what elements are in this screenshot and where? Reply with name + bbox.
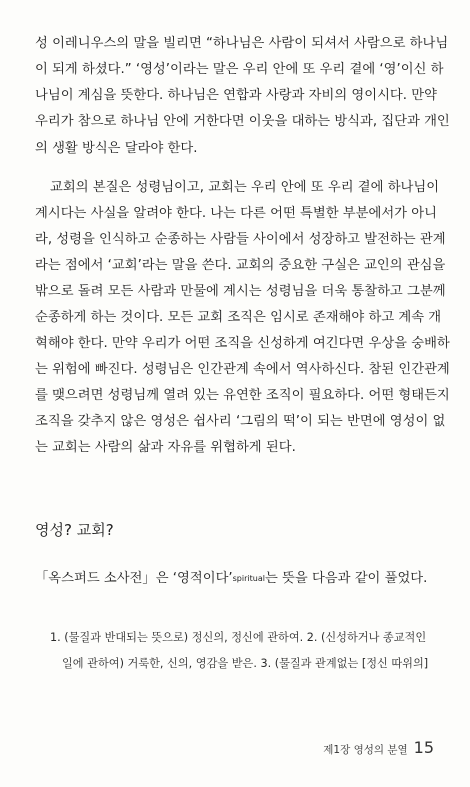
paragraph-1-line-2: 이 되게 하셨다.” ‘영성’이라는 말은 우리 안에 또 우리 곁에 ‘영’이신 하 bbox=[35, 62, 444, 77]
page-footer bbox=[323, 738, 434, 757]
paragraph-2-line-5: 밖으로 돌려 모든 사람과 만물에 계시는 성령님을 더욱 통찰하고 그분께 bbox=[35, 284, 446, 299]
paragraph-2-line-1: 교회의 본질은 성령님이고, 교회는 우리 안에 또 우리 곁에 하나님이 bbox=[50, 180, 440, 195]
paragraph-2-line-8: 는 위험에 빠진다. 성령님은 인간관계 속에서 역사하신다. 참된 인간관계 bbox=[35, 362, 450, 377]
paragraph-2-line-11: 는 교회는 사람의 삶과 자유를 위협하게 된다. bbox=[35, 440, 296, 455]
source-line-before: 「옥스퍼드 소사전」은 ‘영적이다’ bbox=[35, 571, 233, 586]
chapter-title: 제1장 영성의 분열 bbox=[323, 744, 408, 756]
source-line-after: 는 뜻을 다음과 같이 풀었다. bbox=[264, 571, 428, 586]
paragraph-2-line-2: 계시다는 사실을 알려야 한다. 나는 다른 어떤 특별한 부분에서가 아니 bbox=[35, 206, 437, 221]
paragraph-2-line-9: 를 맺으려면 성령님께 열려 있는 유연한 조직이 필요하다. 어떤 형태든지 bbox=[35, 388, 450, 403]
paragraph-1-line-3: 나님이 계심을 뜻한다. 하나님은 연합과 사랑과 자비의 영이시다. 만약 bbox=[35, 88, 437, 103]
paragraph-2-line-4: 라는 점에서 ‘교회’라는 말을 쓴다. 교회의 중요한 구실은 교인의 관심을 bbox=[35, 258, 446, 273]
paragraph-2-line-6: 순종하게 하는 것이다. 모든 교회 조직은 임시로 존재해야 하고 계속 개 bbox=[35, 310, 442, 325]
definition-line-1: 1. (물질과 반대되는 뜻으로) 정신의, 정신에 관하여. 2. (신성하거나 종교적인 bbox=[50, 631, 427, 644]
paragraph-1-line-1: 성 이레니우스의 말을 빌리면 “하나님은 사람이 되셔서 사람으로 하나님 bbox=[35, 36, 449, 51]
paragraph-2-line-7: 혁해야 한다. 만약 우리가 어떤 조직을 신성하게 여긴다면 우상을 숭배하 bbox=[35, 336, 450, 351]
paragraph-2-line-3: 라, 성령을 인식하고 순종하는 사람들 사이에서 성장하고 발전하는 관계 bbox=[35, 232, 446, 247]
dictionary-source-line bbox=[35, 570, 435, 588]
page-number: 15 bbox=[413, 738, 434, 757]
paragraph-1-line-4: 우리가 참으로 하나님 안에 거한다면 이웃을 대하는 방식과, 집단과 개인 bbox=[35, 114, 450, 129]
paragraph-1-line-5: 의 생활 방식은 달라야 한다. bbox=[35, 141, 198, 156]
definition-line-2: 일에 관하여) 거룩한, 신의, 영감을 받은. 3. (물질과 관계없는 [정신 따위의] bbox=[62, 657, 429, 670]
source-line-english-term: spiritual bbox=[232, 574, 265, 583]
section-heading: 영성? 교회? bbox=[35, 521, 114, 539]
paragraph-2-line-10: 조직을 갖추지 않은 영성은 쉽사리 ‘그림의 떡’이 되는 반면에 영성이 없 bbox=[35, 414, 446, 429]
